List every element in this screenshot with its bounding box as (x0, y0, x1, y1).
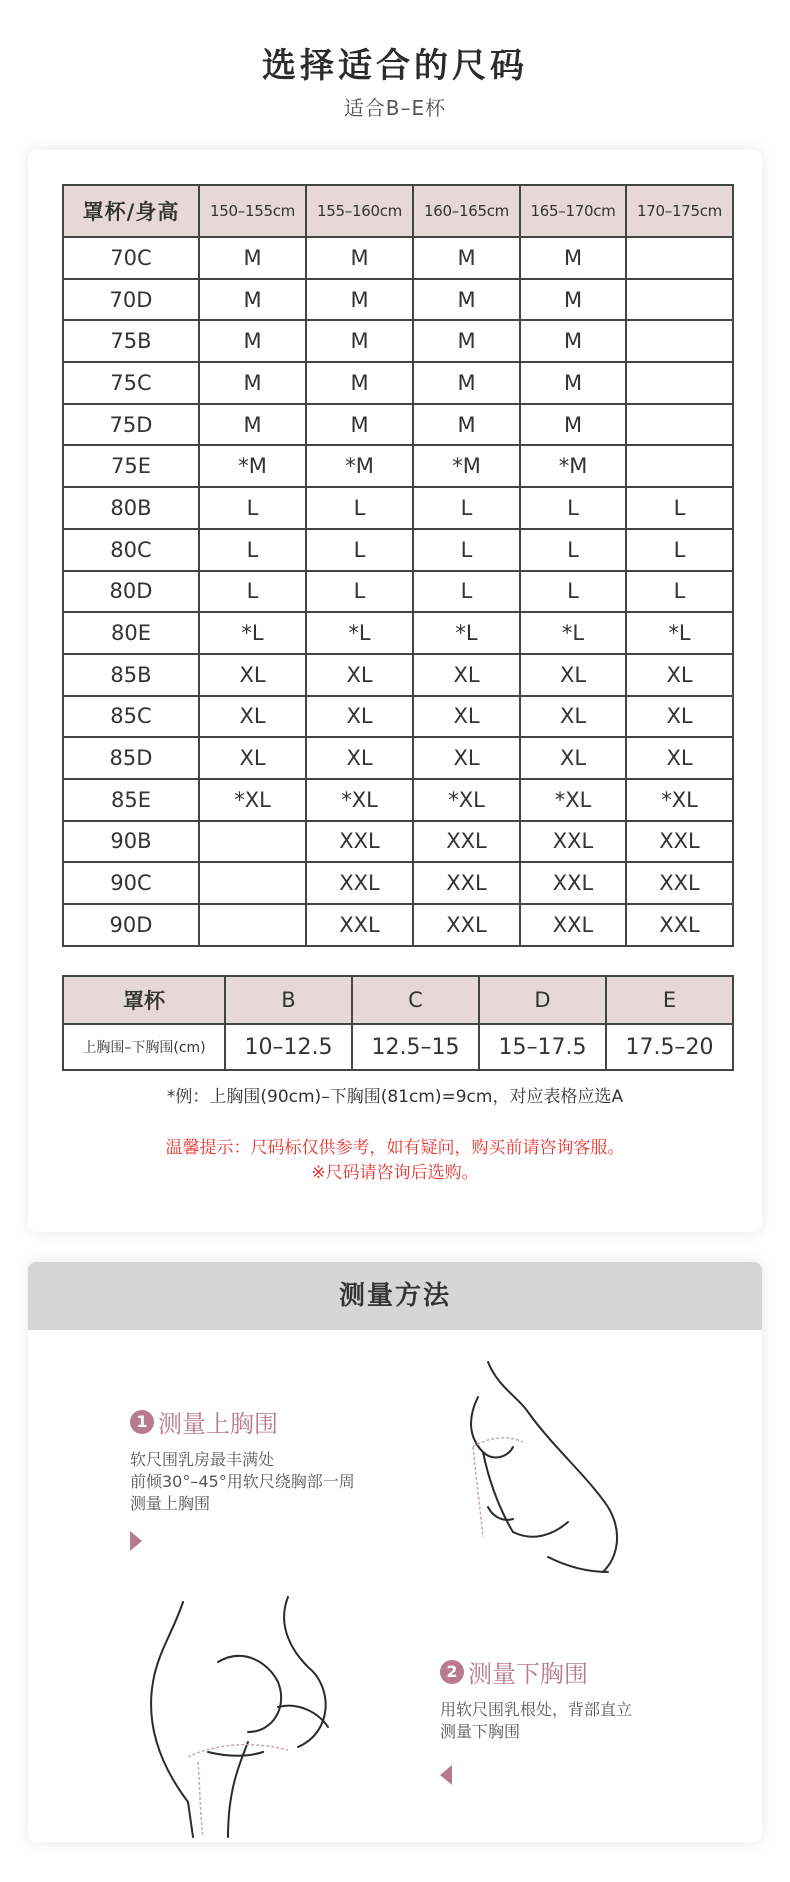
size-table-size-cell: *L (306, 612, 413, 654)
size-table-size-cell: *L (413, 612, 520, 654)
measuring-figure-leaning-illustration (458, 1357, 698, 1582)
size-table-size-cell: M (199, 237, 306, 279)
size-table-size-cell (626, 237, 733, 279)
warning-tip: 温馨提示：尺码标仅供参考，如有疑问，购买前请咨询客服。 (165, 1138, 625, 1158)
size-table-size-cell: XL (520, 737, 626, 779)
step-description-line: 软尺围乳房最丰满处 (130, 1450, 275, 1469)
size-table-column-header: 165–170cm (520, 185, 626, 237)
size-table-cup-cell: 75E (63, 445, 199, 487)
size-table-size-cell (626, 362, 733, 404)
warning-tip-secondary: ※尺码请咨询后选购。 (311, 1163, 479, 1183)
size-table-size-cell: L (413, 571, 520, 613)
size-table-size-cell: XL (520, 654, 626, 696)
size-table-size-cell: *XL (626, 779, 733, 821)
size-table-size-cell: M (306, 279, 413, 321)
size-table-size-cell: M (306, 320, 413, 362)
size-table-size-cell (626, 445, 733, 487)
size-table-size-cell: L (306, 529, 413, 571)
size-table-size-cell: M (520, 362, 626, 404)
size-table-size-cell (199, 821, 306, 863)
size-table-row (63, 737, 733, 779)
size-table-size-cell: XL (413, 654, 520, 696)
size-table-size-cell: M (306, 404, 413, 446)
step-number-badge: 2 (440, 1660, 464, 1684)
size-table-column-header: 155–160cm (306, 185, 413, 237)
size-table-size-cell: L (626, 529, 733, 571)
size-table-row (63, 529, 733, 571)
size-table-column-header: 160–165cm (413, 185, 520, 237)
size-table-size-cell: XXL (413, 904, 520, 946)
size-table-size-cell: M (520, 237, 626, 279)
size-table-size-cell: XL (520, 696, 626, 738)
cup-table-range-cell: 15–17.5 (479, 1024, 606, 1070)
step-title-text: 测量下胸围 (468, 1660, 588, 1688)
size-table-row (63, 779, 733, 821)
size-table-size-cell: *XL (413, 779, 520, 821)
size-table-row (63, 696, 733, 738)
size-table-cup-cell: 90B (63, 821, 199, 863)
size-table-column-header: 150–155cm (199, 185, 306, 237)
example-note: *例：上胸围(90cm)–下胸围(81cm)=9cm，对应表格应选A (166, 1087, 624, 1107)
step-description-line: 前倾30°–45°用软尺绕胸部一周 (130, 1472, 355, 1491)
size-table-row (63, 237, 733, 279)
size-table-size-cell: XL (413, 696, 520, 738)
measuring-figure-standing-illustration (128, 1592, 368, 1842)
size-table-size-cell: M (199, 279, 306, 321)
size-table-size-cell: M (413, 279, 520, 321)
step-description (130, 1449, 355, 1515)
size-table-row (63, 821, 733, 863)
size-table-size-cell: M (520, 279, 626, 321)
step-description-line: 测量下胸围 (440, 1722, 521, 1741)
cup-table-cup-header: C (352, 976, 479, 1024)
size-table-row (63, 612, 733, 654)
size-table (62, 184, 734, 947)
size-table-cup-cell: 85D (63, 737, 199, 779)
size-table-size-cell: L (199, 571, 306, 613)
size-table-size-cell: M (520, 404, 626, 446)
size-table-size-cell: *L (626, 612, 733, 654)
measure-method-card (28, 1262, 762, 1842)
size-table-row (63, 445, 733, 487)
size-table-size-cell: *L (520, 612, 626, 654)
size-table-size-cell: M (199, 404, 306, 446)
cup-table-header-row (63, 976, 733, 1024)
size-table-row (63, 279, 733, 321)
size-table-corner: 罩杯/身高 (63, 185, 199, 237)
cup-difference-table (62, 975, 734, 1071)
size-table-size-cell (199, 862, 306, 904)
size-table-cup-cell: 75D (63, 404, 199, 446)
size-table-size-cell: XL (199, 654, 306, 696)
step-description (440, 1699, 632, 1743)
size-table-header-row (63, 185, 733, 237)
cup-table-row (63, 1024, 733, 1070)
size-table-size-cell: XXL (626, 904, 733, 946)
size-table-row (63, 571, 733, 613)
step-number-badge: 1 (130, 1410, 154, 1434)
size-table-size-cell: M (199, 320, 306, 362)
size-table-size-cell: L (306, 571, 413, 613)
size-table-size-cell: XL (306, 696, 413, 738)
size-table-size-cell: M (306, 362, 413, 404)
size-table-size-cell: XL (306, 654, 413, 696)
size-table-size-cell: M (199, 362, 306, 404)
size-table-size-cell: L (626, 571, 733, 613)
size-table-column-header: 170–175cm (626, 185, 733, 237)
measure-method-heading: 测量方法 (28, 1262, 762, 1330)
size-table-size-cell: L (520, 571, 626, 613)
size-table-size-cell: *M (306, 445, 413, 487)
size-table-size-cell: XXL (626, 821, 733, 863)
step-title-text: 测量上胸围 (158, 1410, 278, 1438)
size-table-size-cell: M (413, 362, 520, 404)
cup-table-cup-header: B (225, 976, 352, 1024)
size-table-size-cell: L (413, 529, 520, 571)
size-table-cup-cell: 80B (63, 487, 199, 529)
size-table-size-cell: XXL (520, 862, 626, 904)
step-title (440, 1654, 632, 1689)
size-table-body (63, 237, 733, 946)
size-table-size-cell: *XL (306, 779, 413, 821)
size-table-size-cell: M (520, 320, 626, 362)
size-table-size-cell: XXL (306, 904, 413, 946)
size-table-cup-cell: 85B (63, 654, 199, 696)
size-table-size-cell: L (413, 487, 520, 529)
size-table-size-cell: XL (199, 696, 306, 738)
size-table-size-cell: *L (199, 612, 306, 654)
size-table-cup-cell: 85C (63, 696, 199, 738)
size-table-size-cell: *XL (199, 779, 306, 821)
cup-table-cup-header: E (606, 976, 733, 1024)
cup-table-range-cell: 17.5–20 (606, 1024, 733, 1070)
size-table-row (63, 404, 733, 446)
size-table-size-cell (626, 320, 733, 362)
size-table-size-cell: L (626, 487, 733, 529)
size-table-cup-cell: 70D (63, 279, 199, 321)
size-table-size-cell: XXL (520, 821, 626, 863)
size-table-size-cell: XXL (520, 904, 626, 946)
step-description-line: 测量上胸围 (130, 1494, 211, 1513)
size-table-size-cell: XXL (306, 862, 413, 904)
size-table-size-cell: M (413, 320, 520, 362)
size-table-cup-cell: 75B (63, 320, 199, 362)
size-table-cup-cell: 80C (63, 529, 199, 571)
size-table-size-cell: XL (626, 654, 733, 696)
step-upper-bust (130, 1404, 355, 1551)
size-table-cup-cell: 70C (63, 237, 199, 279)
size-table-cup-cell: 85E (63, 779, 199, 821)
size-table-size-cell: XL (199, 737, 306, 779)
size-table-size-cell: *M (199, 445, 306, 487)
size-table-size-cell: XL (413, 737, 520, 779)
step-under-bust (440, 1654, 632, 1785)
size-table-size-cell: XL (626, 696, 733, 738)
step-description-line: 用软尺围乳根处，背部直立 (440, 1700, 633, 1719)
size-table-size-cell: XL (626, 737, 733, 779)
size-table-size-cell: L (520, 487, 626, 529)
size-table-size-cell: L (520, 529, 626, 571)
size-table-size-cell: M (413, 237, 520, 279)
size-table-row (63, 904, 733, 946)
size-table-size-cell: XXL (413, 862, 520, 904)
arrow-left-icon (440, 1765, 452, 1785)
size-table-size-cell: L (199, 487, 306, 529)
size-table-row (63, 320, 733, 362)
size-table-size-cell: L (306, 487, 413, 529)
cup-table-cup-header: D (479, 976, 606, 1024)
page-subtitle: 适合B–E杯 (343, 96, 447, 120)
cup-table-range-cell: 12.5–15 (352, 1024, 479, 1070)
cup-table-corner: 罩杯 (63, 976, 225, 1024)
size-table-row (63, 862, 733, 904)
size-table-size-cell (626, 279, 733, 321)
size-table-size-cell: L (199, 529, 306, 571)
size-table-cup-cell: 80E (63, 612, 199, 654)
size-table-cup-cell: 90D (63, 904, 199, 946)
size-table-size-cell (626, 404, 733, 446)
size-table-cup-cell: 80D (63, 571, 199, 613)
page-title: 选择适合的尺码 (262, 46, 528, 86)
size-table-size-cell: M (306, 237, 413, 279)
size-table-size-cell: XXL (626, 862, 733, 904)
cup-table-row-label: 上胸围–下胸围(cm) (63, 1024, 225, 1070)
size-table-row (63, 362, 733, 404)
size-table-cup-cell: 90C (63, 862, 199, 904)
size-table-row (63, 487, 733, 529)
size-table-row (63, 654, 733, 696)
size-table-size-cell: *M (520, 445, 626, 487)
size-table-size-cell: M (413, 404, 520, 446)
cup-table-range-cell: 10–12.5 (225, 1024, 352, 1070)
size-table-size-cell: XXL (306, 821, 413, 863)
arrow-right-icon (130, 1531, 142, 1551)
size-table-size-cell: *XL (520, 779, 626, 821)
step-title (130, 1404, 355, 1439)
size-table-size-cell (199, 904, 306, 946)
size-table-size-cell: *M (413, 445, 520, 487)
size-table-cup-cell: 75C (63, 362, 199, 404)
size-table-size-cell: XXL (413, 821, 520, 863)
size-table-size-cell: XL (306, 737, 413, 779)
